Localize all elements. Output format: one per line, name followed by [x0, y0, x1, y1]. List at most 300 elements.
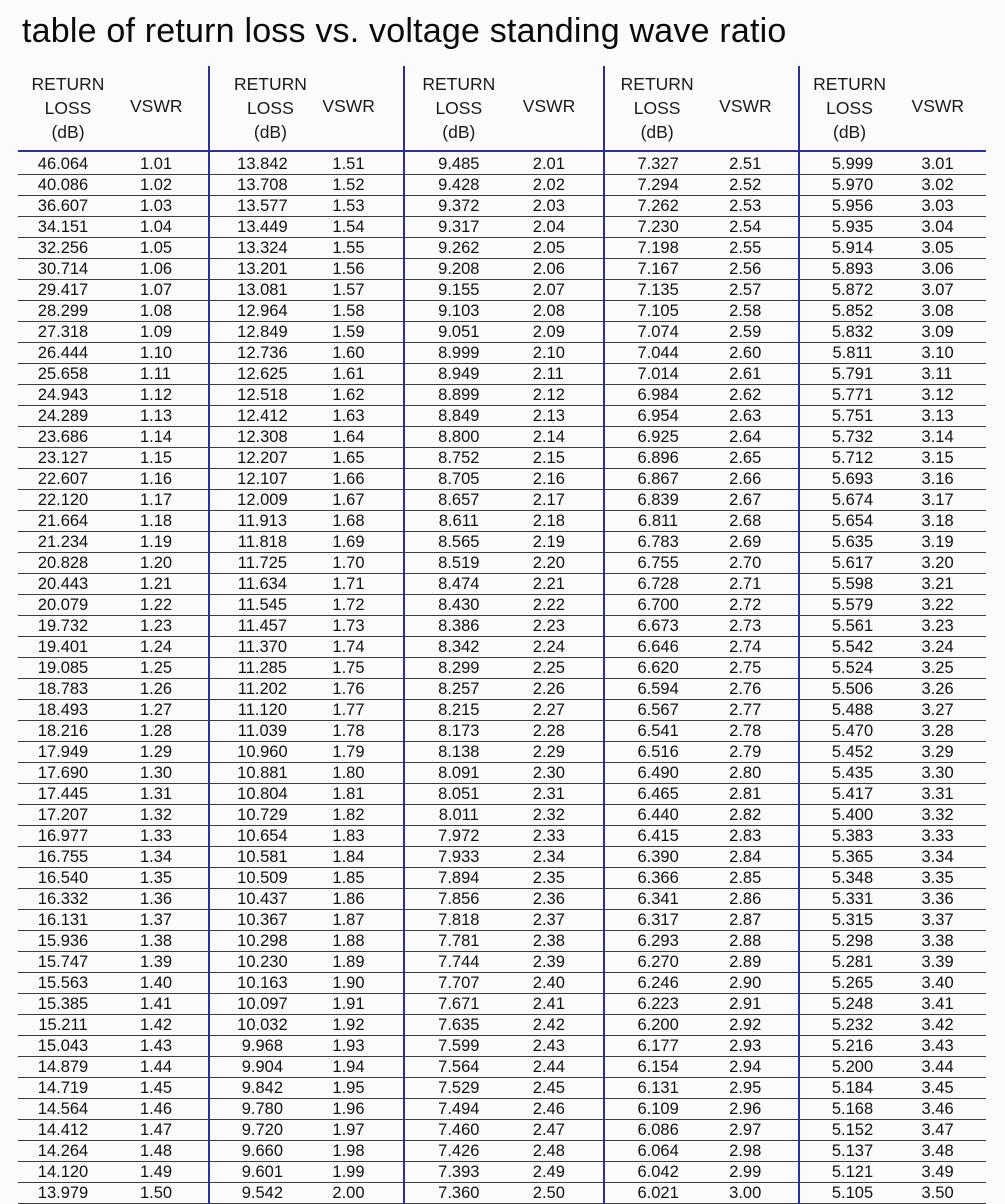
vswr-cell: 3.39	[921, 953, 954, 971]
table-row	[210, 889, 402, 910]
vswr-cell: 3.20	[921, 554, 954, 572]
vswr-cell: 1.79	[332, 743, 365, 761]
vswr-cell: 2.56	[729, 260, 762, 278]
table-row	[210, 868, 402, 889]
return-loss-cell: 7.230	[637, 218, 679, 236]
return-loss-cell: 26.444	[37, 344, 89, 362]
vswr-cell: 1.14	[140, 428, 173, 446]
return-loss-cell: 7.707	[438, 974, 480, 992]
table-row	[800, 868, 986, 889]
vswr-cell: 1.70	[332, 554, 365, 572]
return-loss-cell: 5.654	[831, 512, 874, 530]
vswr-cell: 2.01	[532, 155, 565, 173]
table-row	[18, 1036, 208, 1057]
vswr-cell: 2.81	[729, 785, 762, 803]
table-row	[405, 532, 603, 553]
vswr-table	[18, 66, 986, 1204]
table-row	[18, 448, 208, 469]
return-loss-cell: 11.634	[237, 575, 288, 593]
vswr-cell: 2.66	[729, 470, 762, 488]
table-row	[800, 1057, 986, 1078]
vswr-cell: 1.73	[332, 617, 365, 635]
return-loss-cell: 7.167	[637, 260, 679, 278]
vswr-cell: 1.29	[140, 743, 173, 761]
vswr-cell: 3.02	[921, 176, 954, 194]
return-loss-cell: 5.506	[831, 680, 874, 698]
table-row	[210, 1057, 402, 1078]
table-row	[405, 1099, 603, 1120]
vswr-cell: 2.15	[532, 449, 565, 467]
table-row	[800, 511, 986, 532]
return-loss-cell: 10.437	[237, 890, 288, 908]
return-loss-cell: 7.894	[438, 869, 480, 887]
vswr-cell: 2.91	[729, 995, 762, 1013]
vswr-cell: 2.02	[532, 176, 565, 194]
vswr-cell: 3.37	[921, 911, 954, 929]
return-loss-header-line: (dB)	[442, 122, 476, 142]
return-loss-cell: 11.120	[237, 701, 288, 719]
vswr-cell: 1.69	[332, 533, 365, 551]
vswr-cell: 3.07	[921, 281, 954, 299]
table-row	[18, 532, 208, 553]
table-row	[405, 1036, 603, 1057]
return-loss-cell: 8.899	[438, 386, 480, 404]
table-row	[405, 364, 603, 385]
return-loss-cell: 6.366	[637, 869, 679, 887]
table-row	[605, 889, 797, 910]
table-row	[405, 826, 603, 847]
table-row	[210, 574, 402, 595]
table-row	[18, 280, 208, 301]
return-loss-cell: 8.474	[438, 575, 480, 593]
return-loss-cell: 23.127	[37, 449, 89, 467]
table-row	[18, 1162, 208, 1183]
table-row	[210, 280, 402, 301]
vswr-cell: 3.30	[921, 764, 954, 782]
vswr-cell: 1.01	[140, 155, 173, 173]
vswr-cell: 2.50	[532, 1184, 565, 1202]
table-row	[18, 742, 208, 763]
return-loss-cell: 6.317	[637, 911, 679, 929]
return-loss-cell: 6.867	[637, 470, 679, 488]
vswr-cell: 3.11	[921, 365, 953, 383]
vswr-cell: 2.44	[532, 1058, 565, 1076]
table-row	[18, 574, 208, 595]
return-loss-cell: 6.021	[637, 1184, 679, 1202]
vswr-cell: 2.98	[729, 1142, 762, 1160]
table-row	[210, 805, 402, 826]
table-row	[210, 553, 402, 574]
vswr-cell: 3.45	[921, 1079, 954, 1097]
table-row	[405, 847, 603, 868]
return-loss-header-line: LOSS	[247, 98, 294, 118]
table-row	[18, 1183, 208, 1204]
return-loss-cell: 7.856	[438, 890, 480, 908]
table-row	[210, 1120, 402, 1141]
table-row	[405, 553, 603, 574]
return-loss-cell: 16.755	[37, 848, 89, 866]
table-row	[18, 889, 208, 910]
return-loss-cell: 6.646	[637, 638, 679, 656]
vswr-cell: 2.16	[532, 470, 565, 488]
return-loss-cell: 5.914	[831, 239, 874, 257]
vswr-cell: 1.46	[140, 1100, 173, 1118]
table-row	[210, 1162, 402, 1183]
return-loss-header-line: LOSS	[435, 98, 483, 118]
vswr-cell: 1.83	[332, 827, 365, 845]
vswr-cell: 3.43	[921, 1037, 954, 1055]
return-loss-cell: 19.085	[37, 659, 89, 677]
return-loss-cell: 12.849	[237, 323, 288, 341]
table-row	[800, 763, 986, 784]
vswr-cell: 2.99	[729, 1163, 762, 1181]
return-loss-cell: 9.601	[241, 1163, 284, 1181]
return-loss-cell: 13.708	[237, 176, 288, 194]
vswr-cell: 1.91	[332, 995, 365, 1013]
return-loss-cell: 11.725	[237, 554, 288, 572]
return-loss-header	[419, 72, 499, 144]
table-row	[405, 637, 603, 658]
table-row	[800, 406, 986, 427]
vswr-cell: 3.50	[921, 1184, 954, 1202]
vswr-cell: 3.05	[921, 239, 954, 257]
table-row	[210, 385, 402, 406]
table-row	[605, 868, 797, 889]
table-row	[18, 364, 208, 385]
vswr-cell: 2.75	[729, 659, 762, 677]
return-loss-cell: 6.925	[637, 428, 679, 446]
vswr-cell: 2.08	[532, 302, 565, 320]
vswr-cell: 2.90	[729, 974, 762, 992]
vswr-cell: 1.35	[140, 869, 173, 887]
vswr-cell: 2.51	[729, 155, 762, 173]
table-row	[18, 154, 208, 175]
vswr-cell: 2.23	[532, 617, 565, 635]
vswr-cell: 2.59	[729, 323, 762, 341]
vswr-cell: 1.36	[140, 890, 173, 908]
return-loss-header-line: (dB)	[833, 122, 867, 142]
return-loss-cell: 5.105	[831, 1184, 874, 1202]
table-row	[800, 1015, 986, 1036]
table-row	[18, 406, 208, 427]
return-loss-cell: 8.215	[438, 701, 480, 719]
return-loss-cell: 6.755	[637, 554, 679, 572]
vswr-cell: 2.62	[729, 386, 762, 404]
vswr-cell: 1.32	[140, 806, 173, 824]
return-loss-header-line: (dB)	[51, 122, 85, 142]
table-row	[18, 1120, 208, 1141]
table-row	[18, 763, 208, 784]
return-loss-cell: 5.452	[831, 743, 874, 761]
table-row	[210, 490, 402, 511]
return-loss-cell: 21.664	[37, 512, 89, 530]
vswr-cell: 1.08	[140, 302, 173, 320]
vswr-cell: 1.57	[332, 281, 365, 299]
table-row	[605, 847, 797, 868]
vswr-cell: 2.37	[532, 911, 565, 929]
return-loss-cell: 5.232	[831, 1016, 874, 1034]
vswr-cell: 3.49	[921, 1163, 954, 1181]
table-row	[210, 637, 402, 658]
vswr-cell: 1.41	[140, 995, 173, 1013]
vswr-header: VSWR	[719, 96, 772, 116]
return-loss-cell: 10.097	[237, 995, 288, 1013]
vswr-cell: 2.42	[532, 1016, 565, 1034]
vswr-cell: 2.26	[532, 680, 565, 698]
table-row	[800, 1162, 986, 1183]
vswr-cell: 2.61	[729, 365, 762, 383]
table-row	[210, 763, 402, 784]
return-loss-cell: 8.565	[438, 533, 480, 551]
vswr-cell: 2.52	[729, 176, 762, 194]
return-loss-cell: 18.783	[37, 680, 89, 698]
table-row	[210, 1183, 402, 1204]
return-loss-cell: 9.155	[438, 281, 480, 299]
return-loss-cell: 17.445	[37, 785, 89, 803]
table-row	[605, 679, 797, 700]
vswr-header: VSWR	[522, 96, 576, 116]
table-row	[605, 658, 797, 679]
table-row	[800, 931, 986, 952]
return-loss-header	[617, 72, 697, 144]
table-row	[605, 427, 797, 448]
table-row	[800, 469, 986, 490]
table-row	[210, 364, 402, 385]
return-loss-cell: 16.332	[37, 890, 89, 908]
return-loss-cell: 5.331	[831, 890, 874, 908]
table-row	[800, 490, 986, 511]
vswr-cell: 1.16	[140, 470, 173, 488]
return-loss-cell: 7.564	[438, 1058, 480, 1076]
return-loss-cell: 5.348	[831, 869, 874, 887]
vswr-cell: 1.22	[140, 596, 173, 614]
return-loss-cell: 11.202	[237, 680, 288, 698]
return-loss-cell: 7.074	[637, 323, 679, 341]
vswr-cell: 1.48	[140, 1142, 173, 1160]
return-loss-cell: 5.935	[831, 218, 874, 236]
table-row	[800, 616, 986, 637]
table-row	[800, 1141, 986, 1162]
return-loss-cell: 6.154	[637, 1058, 679, 1076]
vswr-cell: 3.33	[921, 827, 954, 845]
return-loss-cell: 8.849	[438, 407, 480, 425]
return-loss-cell: 13.081	[237, 281, 288, 299]
vswr-cell: 2.29	[532, 743, 565, 761]
return-loss-cell: 9.317	[438, 218, 480, 236]
return-loss-cell: 28.299	[37, 302, 89, 320]
return-loss-cell: 12.964	[237, 302, 288, 320]
table-row	[800, 343, 986, 364]
return-loss-cell: 6.341	[637, 890, 679, 908]
table-row	[800, 889, 986, 910]
table-row	[605, 1078, 797, 1099]
vswr-cell: 2.24	[532, 638, 565, 656]
vswr-cell: 1.81	[332, 785, 365, 803]
table-row	[800, 994, 986, 1015]
table-row	[210, 469, 402, 490]
table-row	[18, 259, 208, 280]
return-loss-cell: 6.223	[637, 995, 679, 1013]
vswr-cell: 2.36	[532, 890, 565, 908]
return-loss-cell: 13.842	[237, 155, 288, 173]
return-loss-cell: 7.105	[637, 302, 679, 320]
return-loss-cell: 11.370	[237, 638, 288, 656]
return-loss-header	[810, 72, 890, 144]
return-loss-cell: 5.561	[831, 617, 874, 635]
return-loss-cell: 25.658	[37, 365, 89, 383]
return-loss-cell: 5.635	[831, 533, 874, 551]
table-row	[210, 616, 402, 637]
return-loss-cell: 6.839	[637, 491, 679, 509]
return-loss-cell: 7.294	[637, 176, 679, 194]
table-row	[800, 1183, 986, 1204]
vswr-cell: 2.41	[532, 995, 565, 1013]
table-row	[800, 238, 986, 259]
vswr-cell: 1.64	[332, 428, 365, 446]
table-row	[605, 595, 797, 616]
return-loss-cell: 17.949	[37, 743, 89, 761]
vswr-cell: 2.67	[729, 491, 762, 509]
vswr-cell: 1.52	[332, 176, 365, 194]
table-row	[405, 406, 603, 427]
return-loss-cell: 5.893	[831, 260, 874, 278]
vswr-cell: 1.33	[140, 827, 173, 845]
table-row	[210, 910, 402, 931]
table-row	[605, 343, 797, 364]
return-loss-cell: 15.747	[37, 953, 89, 971]
vswr-cell: 2.13	[532, 407, 565, 425]
table-row	[18, 490, 208, 511]
return-loss-cell: 9.208	[438, 260, 480, 278]
vswr-cell: 2.00	[332, 1184, 365, 1202]
table-row	[405, 1120, 603, 1141]
table-row	[800, 532, 986, 553]
table-row	[210, 679, 402, 700]
table-row	[800, 259, 986, 280]
vswr-cell: 1.23	[140, 617, 173, 635]
return-loss-cell: 5.872	[831, 281, 874, 299]
vswr-cell: 2.64	[729, 428, 762, 446]
table-row	[18, 469, 208, 490]
return-loss-cell: 7.327	[637, 155, 679, 173]
vswr-cell: 3.22	[921, 596, 954, 614]
table-row	[405, 784, 603, 805]
vswr-cell: 1.12	[140, 386, 173, 404]
return-loss-cell: 11.545	[237, 596, 288, 614]
return-loss-cell: 24.289	[37, 407, 89, 425]
vswr-cell: 3.34	[921, 848, 954, 866]
table-row	[605, 700, 797, 721]
vswr-cell: 3.06	[921, 260, 954, 278]
vswr-cell: 1.25	[140, 659, 173, 677]
vswr-cell: 3.27	[921, 701, 954, 719]
vswr-cell: 1.37	[140, 911, 173, 929]
table-row	[210, 847, 402, 868]
return-loss-cell: 34.151	[37, 218, 89, 236]
return-loss-cell: 9.485	[438, 155, 480, 173]
vswr-cell: 1.68	[332, 512, 365, 530]
table-row	[210, 1099, 402, 1120]
vswr-cell: 2.83	[729, 827, 762, 845]
vswr-cell: 2.93	[729, 1037, 762, 1055]
vswr-cell: 1.89	[332, 953, 365, 971]
table-row	[210, 994, 402, 1015]
vswr-cell: 2.30	[532, 764, 565, 782]
vswr-cell: 2.65	[729, 449, 762, 467]
table-row	[800, 742, 986, 763]
vswr-header: VSWR	[130, 96, 183, 116]
vswr-cell: 2.46	[532, 1100, 565, 1118]
table-row	[800, 364, 986, 385]
return-loss-cell: 9.968	[241, 1037, 284, 1055]
return-loss-cell: 7.599	[438, 1037, 480, 1055]
return-loss-cell: 7.014	[637, 365, 679, 383]
vswr-cell: 1.96	[332, 1100, 365, 1118]
column-group-3	[403, 66, 603, 1204]
table-row	[605, 931, 797, 952]
vswr-cell: 1.05	[140, 239, 173, 257]
vswr-cell: 2.14	[532, 428, 565, 446]
table-row	[210, 427, 402, 448]
table-row	[405, 469, 603, 490]
return-loss-cell: 6.246	[637, 974, 679, 992]
table-row	[210, 259, 402, 280]
return-loss-cell: 5.598	[831, 575, 874, 593]
return-loss-cell: 5.365	[831, 848, 874, 866]
table-row	[605, 301, 797, 322]
return-loss-cell: 8.611	[438, 512, 479, 530]
vswr-cell: 2.87	[729, 911, 762, 929]
return-loss-cell: 36.607	[37, 197, 89, 215]
vswr-cell: 3.42	[921, 1016, 954, 1034]
vswr-cell: 2.95	[729, 1079, 762, 1097]
return-loss-cell: 16.131	[37, 911, 89, 929]
vswr-cell: 2.85	[729, 869, 762, 887]
table-row	[210, 931, 402, 952]
table-row	[800, 1099, 986, 1120]
return-loss-cell: 6.673	[637, 617, 679, 635]
return-loss-cell: 5.470	[831, 722, 874, 740]
return-loss-cell: 7.671	[438, 995, 480, 1013]
vswr-cell: 1.87	[332, 911, 365, 929]
return-loss-cell: 8.657	[438, 491, 480, 509]
return-loss-cell: 22.120	[37, 491, 89, 509]
table-row	[405, 280, 603, 301]
table-row	[405, 952, 603, 973]
table-row	[210, 532, 402, 553]
vswr-cell: 2.92	[729, 1016, 762, 1034]
return-loss-cell: 10.729	[237, 806, 288, 824]
return-loss-cell: 5.524	[831, 659, 874, 677]
return-loss-cell: 6.042	[637, 1163, 679, 1181]
table-row	[605, 763, 797, 784]
table-row	[800, 805, 986, 826]
return-loss-cell: 5.956	[831, 197, 874, 215]
column-group-header	[405, 66, 603, 152]
vswr-cell: 2.05	[532, 239, 565, 257]
return-loss-cell: 6.984	[637, 386, 679, 404]
return-loss-cell: 15.385	[37, 995, 89, 1013]
table-row	[605, 406, 797, 427]
return-loss-cell: 8.519	[438, 554, 480, 572]
table-row	[605, 1120, 797, 1141]
vswr-cell: 2.58	[729, 302, 762, 320]
vswr-cell: 1.17	[140, 491, 173, 509]
table-row	[210, 700, 402, 721]
table-row	[18, 301, 208, 322]
table-row	[18, 910, 208, 931]
vswr-cell: 1.43	[140, 1037, 173, 1055]
